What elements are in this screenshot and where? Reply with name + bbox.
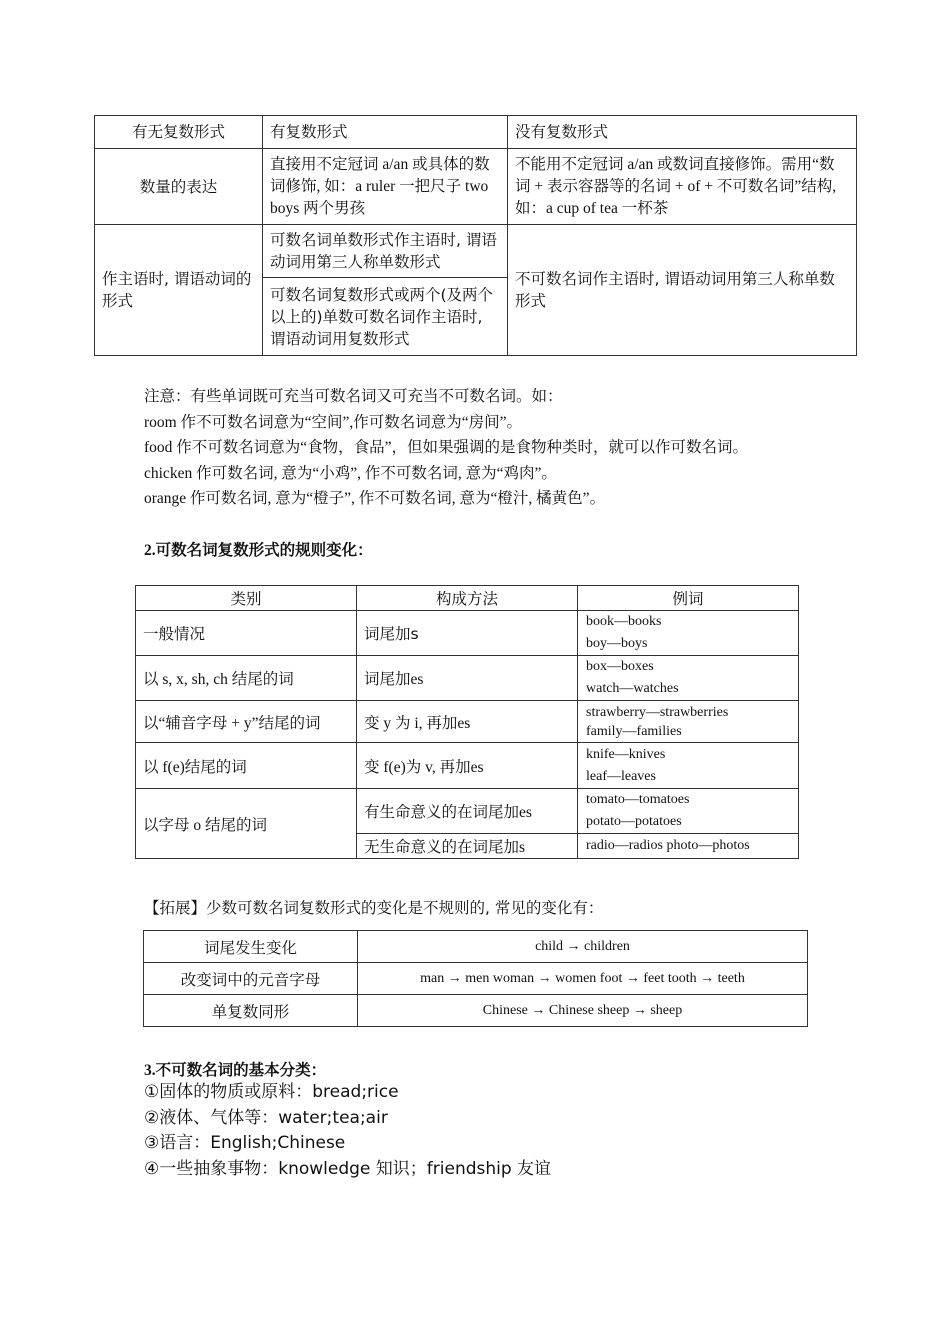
category-cell: 以 f(e)结尾的词 — [136, 743, 357, 789]
header-cell: 有复数形式 — [263, 116, 508, 149]
table-row — [144, 931, 808, 963]
subject-countable-singular-cell: 可数名词单数形式作主语时, 谓语动词用第三人称单数形式 — [263, 225, 508, 278]
header-cell: 有无复数形式 — [95, 116, 263, 149]
table-row — [136, 611, 799, 656]
method-cell: 无生命意义的在词尾加s — [357, 834, 578, 859]
example-word: strawberry—strawberries — [586, 704, 729, 720]
example-word: leaf—leaves — [586, 768, 656, 784]
method-cell: 变 y 为 i, 再加es — [357, 701, 578, 743]
list-item: ②液体、气体等：water;tea;air — [144, 1107, 388, 1128]
irregular-examples-cell: man → men woman → women foot → feet tooth → teeth — [358, 963, 808, 995]
header-cell: 类别 — [136, 586, 357, 611]
notes-block — [144, 384, 844, 512]
irregular-examples-cell: Chinese → Chinese sheep → sheep — [358, 995, 808, 1027]
method-cell: 词尾加s — [357, 611, 578, 656]
note-line: room 作不可数名词意为“空间”,作可数名词意为“房间”。 — [144, 413, 522, 431]
table-row — [144, 963, 808, 995]
category-cell: 以 s, x, sh, ch 结尾的词 — [136, 656, 357, 701]
irregular-label-cell: 单复数同形 — [144, 995, 358, 1027]
header-cell: 没有复数形式 — [508, 116, 857, 149]
uncountable-categories-list — [144, 1080, 551, 1182]
list-item: ④一些抽象事物：knowledge 知识；friendship 友谊 — [144, 1158, 552, 1179]
examples-cell — [578, 743, 799, 789]
table-row — [144, 995, 808, 1027]
method-cell: 变 f(e)为 v, 再加es — [357, 743, 578, 789]
category-cell: 以字母 o 结尾的词 — [136, 789, 357, 859]
table-row — [136, 656, 799, 701]
irregular-label-cell: 词尾发生变化 — [144, 931, 358, 963]
subject-uncountable-cell: 不可数名词作主语时, 谓语动词用第三人称单数形式 — [508, 225, 857, 356]
row-label-subject: 作主语时, 谓语动词的形式 — [95, 225, 263, 356]
plural-rules-table — [135, 585, 799, 859]
category-cell: 一般情况 — [136, 611, 357, 656]
example-word: boy—boys — [586, 636, 648, 651]
examples-cell — [578, 611, 799, 656]
example-word: box—boxes — [586, 659, 654, 674]
method-cell: 词尾加es — [357, 656, 578, 701]
irregular-label-cell: 改变词中的元音字母 — [144, 963, 358, 995]
section-heading-3: 3.不可数名词的基本分类： — [144, 1062, 327, 1079]
example-word: tomato—tomatoes — [586, 792, 690, 807]
example-word: potato—potatoes — [586, 814, 682, 829]
example-word: knife—knives — [586, 746, 666, 762]
irregular-examples-cell: child → children — [358, 931, 808, 963]
examples-cell — [578, 656, 799, 701]
header-cell: 例词 — [578, 586, 799, 611]
example-word: watch—watches — [586, 681, 679, 696]
countable-vs-uncountable-table — [94, 115, 857, 356]
header-cell: 构成方法 — [357, 586, 578, 611]
list-item: ①固体的物质或原料：bread;rice — [144, 1082, 399, 1102]
example-word: radio—radios photo—photos — [586, 838, 750, 853]
method-cell: 有生命意义的在词尾加es — [357, 789, 578, 834]
example-word: book—books — [586, 614, 662, 629]
table-row — [136, 743, 799, 789]
example-word: family—families — [586, 723, 682, 739]
extension-note: 【拓展】少数可数名词复数形式的变化是不规则的, 常见的变化有： — [144, 899, 604, 917]
row-label-quantity: 数量的表达 — [95, 149, 263, 225]
note-line: food 作不可数名词意为“食物，食品”，但如果强调的是食物种类时，就可以作可数名词。 — [144, 439, 749, 456]
section-heading-2: 2.可数名词复数形式的规则变化： — [144, 542, 373, 559]
examples-cell — [578, 834, 799, 859]
quantity-countable-cell: 直接用不定冠词 a/an 或具体的数词修饰, 如：a ruler 一把尺子 two boys 两个男孩 — [263, 149, 508, 225]
note-line: 注意：有些单词既可充当可数名词又可充当不可数名词。如： — [144, 388, 563, 405]
irregular-plural-table — [143, 930, 808, 1027]
note-line: chicken 作可数名词, 意为“小鸡”, 作不可数名词, 意为“鸡肉”。 — [144, 464, 557, 482]
subject-countable-plural-cell: 可数名词复数形式或两个(及两个以上的)单数可数名词作主语时, 谓语动词用复数形式 — [263, 278, 508, 356]
examples-cell — [578, 789, 799, 834]
table-row — [136, 789, 799, 834]
list-item: ③语言：English;Chinese — [144, 1133, 346, 1153]
table-row — [136, 701, 799, 743]
category-cell: 以“辅音字母 + y”结尾的词 — [136, 701, 357, 743]
quantity-uncountable-cell: 不能用不定冠词 a/an 或数词直接修饰。需用“数词 + 表示容器等的名词 + of + 不可数名词”结构, 如：a cup of tea 一杯茶 — [508, 149, 857, 225]
examples-cell — [578, 701, 799, 743]
note-line: orange 作可数名词, 意为“橙子”, 作不可数名词, 意为“橙汁, 橘黄色”。 — [144, 490, 606, 507]
